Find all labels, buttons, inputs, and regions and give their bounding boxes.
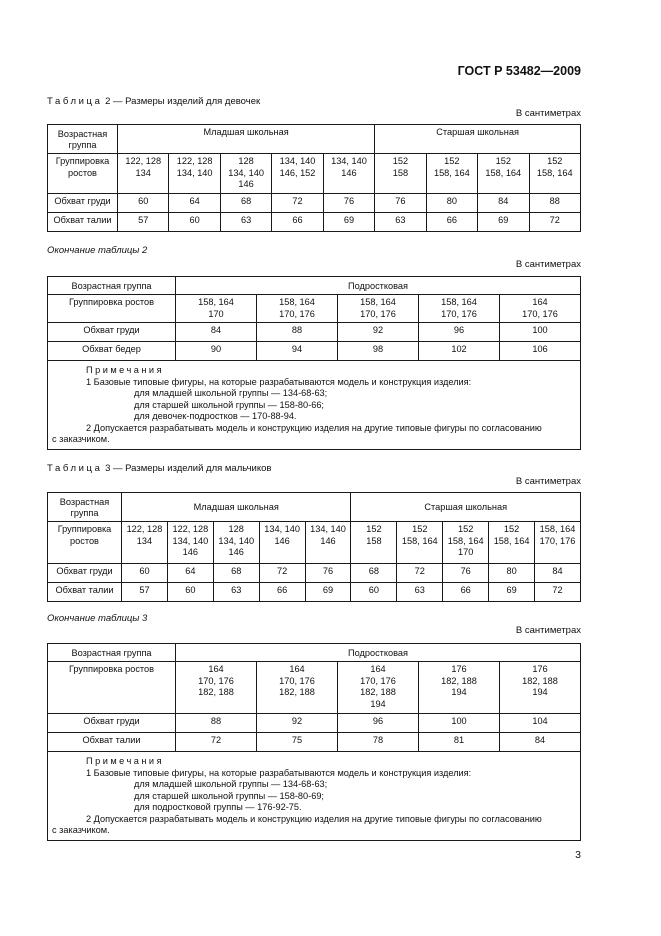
table-cell: 98 xyxy=(338,342,419,361)
table-row xyxy=(48,323,581,342)
table-row xyxy=(48,564,581,583)
table3-row-label: Группировка ростов xyxy=(48,522,122,564)
table-cell: 88 xyxy=(529,194,581,213)
table-cell: 69 xyxy=(323,213,374,232)
table-cell: 88 xyxy=(257,323,338,342)
height-group-cell xyxy=(305,522,351,564)
height-group-line: 158 xyxy=(392,167,409,178)
height-group-cell xyxy=(338,662,419,714)
table-cell: 57 xyxy=(122,583,168,602)
table3-group-label: Возрастная группа xyxy=(48,493,122,522)
height-group-cell xyxy=(500,662,581,714)
table3-caption xyxy=(47,463,271,474)
height-group-line: 146, 152 xyxy=(279,167,316,178)
table3-senior-header: Старшая школьная xyxy=(351,493,581,522)
height-group-line: 146 xyxy=(182,547,198,557)
table-cell: 68 xyxy=(220,194,271,213)
table-row xyxy=(48,714,581,733)
height-group-line: 170, 176 xyxy=(539,535,576,546)
table-cell: 66 xyxy=(443,583,489,602)
table-cell: 60 xyxy=(122,564,168,583)
note-line: для младшей школьной группы — 134-68-63; xyxy=(134,388,328,398)
table-cell: 69 xyxy=(478,213,529,232)
table-cell: 78 xyxy=(338,733,419,752)
height-group-line: 176 xyxy=(451,664,467,674)
height-group-line: 176 xyxy=(532,664,548,674)
height-group-cell xyxy=(535,522,581,564)
height-group-line: 164 xyxy=(370,664,386,674)
note-line: с заказчиком. xyxy=(52,825,110,835)
height-group-line: 134, 140 xyxy=(218,535,255,546)
table-cell: 69 xyxy=(489,583,535,602)
table-cell: 68 xyxy=(213,564,259,583)
height-group-line: 134, 140 xyxy=(228,167,264,178)
table3-end-caption: Окончание таблицы 3 xyxy=(47,613,148,624)
height-group-line: 152 xyxy=(366,524,382,534)
table-cell: 102 xyxy=(419,342,500,361)
height-group-cell xyxy=(338,295,419,323)
table2-end-teen-header: Подростковая xyxy=(176,277,581,295)
height-group-line: 122, 128 xyxy=(126,524,163,534)
table-cell: 60 xyxy=(351,583,397,602)
table2-end-sizes-row xyxy=(48,295,581,323)
height-group-line: 152 xyxy=(503,524,520,534)
document-id: ГОСТ Р 53482—2009 xyxy=(457,64,581,78)
height-group-line: 158, 164 xyxy=(485,167,522,178)
table-cell: 106 xyxy=(500,342,581,361)
height-group-cell xyxy=(375,154,426,194)
height-group-line: 146 xyxy=(228,547,244,557)
height-group-cell xyxy=(419,662,500,714)
table-row xyxy=(48,583,581,602)
height-group-cell xyxy=(213,522,259,564)
height-group-line: 158, 164 xyxy=(433,167,470,178)
table-row-label: Обхват груди xyxy=(48,194,118,213)
height-group-line: 134 xyxy=(136,535,153,546)
height-group-line: 170, 176 xyxy=(522,308,558,319)
height-group-cell xyxy=(397,522,443,564)
height-group-cell xyxy=(257,295,338,323)
height-group-line: 158, 164 xyxy=(360,297,396,307)
table-cell: 72 xyxy=(259,564,305,583)
table-cell: 72 xyxy=(176,733,257,752)
table-cell: 63 xyxy=(397,583,443,602)
table-cell: 60 xyxy=(169,213,220,232)
height-group-line: 152 xyxy=(392,156,409,166)
table2-group-label: Возрастная группа xyxy=(48,125,118,154)
height-group-line: 170, 176 xyxy=(279,308,315,319)
table2-end-row-label: Группировка ростов xyxy=(48,295,176,323)
table-cell: 66 xyxy=(426,213,477,232)
table-cell: 72 xyxy=(272,194,323,213)
height-group-cell xyxy=(176,662,257,714)
height-group-line: 146 xyxy=(320,535,336,546)
table-cell: 92 xyxy=(257,714,338,733)
height-group-line: 194 xyxy=(532,687,548,697)
height-group-line: 170, 176 xyxy=(198,675,234,686)
height-group-cell xyxy=(489,522,535,564)
height-group-line: 152 xyxy=(547,156,563,166)
height-group-line: 158, 164 xyxy=(536,167,573,178)
table2-row-label: Группировка ростов xyxy=(48,154,118,194)
height-group-line: 164 xyxy=(532,297,548,307)
table-cell: 60 xyxy=(118,194,169,213)
height-group-line: 152 xyxy=(495,156,511,166)
table-row-label: Обхват груди xyxy=(48,564,122,583)
height-group-line: 170, 176 xyxy=(360,308,396,319)
table-cell: 68 xyxy=(351,564,397,583)
table-row-label: Обхват талии xyxy=(48,213,118,232)
height-group-line: 152 xyxy=(458,524,474,534)
height-group-cell xyxy=(443,522,489,564)
table-row-label: Обхват груди xyxy=(48,714,176,733)
table2-notes xyxy=(48,361,581,450)
height-group-cell xyxy=(351,522,397,564)
height-group-cell xyxy=(220,154,271,194)
table-cell: 76 xyxy=(443,564,489,583)
height-group-line: 128 xyxy=(228,524,244,534)
height-group-cell xyxy=(419,295,500,323)
height-group-line: 158, 164 xyxy=(493,535,530,546)
height-group-line: 146 xyxy=(238,179,254,189)
note-line: 1 Базовые типовые фигуры, на которые разрабатываются модель и конструкция изделия: xyxy=(86,376,472,387)
height-group-line: 122, 128 xyxy=(125,156,162,166)
height-group-cell xyxy=(176,295,257,323)
table2-caption-text: 2 — Размеры изделий для девочек xyxy=(105,96,261,107)
height-group-line: 158, 164 xyxy=(539,524,576,534)
table2-sizes-row xyxy=(48,154,581,194)
height-group-cell xyxy=(167,522,213,564)
table2-junior-header: Младшая школьная xyxy=(118,125,375,154)
table-cell: 104 xyxy=(500,714,581,733)
table-cell: 94 xyxy=(257,342,338,361)
height-group-line: 158 xyxy=(366,535,382,546)
table-row-label: Обхват талии xyxy=(48,733,176,752)
table-cell: 84 xyxy=(535,564,581,583)
note-line: для старшей школьной группы — 158-80-69; xyxy=(134,790,324,801)
table3 xyxy=(47,492,581,602)
height-group-line: 146 xyxy=(341,167,357,178)
table3-end xyxy=(47,643,581,841)
height-group-line: 146 xyxy=(274,535,290,546)
table-cell: 64 xyxy=(167,564,213,583)
height-group-line: 182, 188 xyxy=(198,687,234,697)
table2-end-caption: Окончание таблицы 2 xyxy=(47,245,148,256)
table-row xyxy=(48,194,581,213)
table3-caption-word: Таблица xyxy=(47,463,103,474)
table-cell: 76 xyxy=(323,194,374,213)
table-cell: 72 xyxy=(535,583,581,602)
height-group-line: 134, 140 xyxy=(176,167,213,178)
height-group-cell xyxy=(118,154,169,194)
height-group-line: 152 xyxy=(412,524,428,534)
table3-sizes-row xyxy=(48,522,581,564)
note-line: с заказчиком. xyxy=(52,434,110,444)
table-cell: 75 xyxy=(257,733,338,752)
table-cell: 72 xyxy=(529,213,581,232)
table-row xyxy=(48,342,581,361)
height-group-line: 164 xyxy=(289,664,305,674)
height-group-line: 122, 128 xyxy=(172,524,209,534)
height-group-line: 134, 140 xyxy=(310,524,346,534)
table-cell: 96 xyxy=(338,714,419,733)
height-group-line: 158, 164 xyxy=(279,297,315,307)
height-group-line: 134, 140 xyxy=(264,524,300,534)
table-cell: 84 xyxy=(500,733,581,752)
height-group-cell xyxy=(500,295,581,323)
height-group-line: 164 xyxy=(208,664,224,674)
table2-end xyxy=(47,276,581,450)
note-line: для младшей школьной группы — 134-68-63; xyxy=(134,779,328,789)
table-cell: 81 xyxy=(419,733,500,752)
table2-end-group-label: Возрастная группа xyxy=(48,277,176,295)
height-group-cell xyxy=(257,662,338,714)
height-group-cell xyxy=(122,522,168,564)
table-cell: 72 xyxy=(397,564,443,583)
table-cell: 96 xyxy=(419,323,500,342)
table-cell: 88 xyxy=(176,714,257,733)
height-group-cell xyxy=(169,154,220,194)
table3-junior-header: Младшая школьная xyxy=(122,493,351,522)
table3-end-group-label: Возрастная группа xyxy=(48,644,176,662)
table-cell: 84 xyxy=(478,194,529,213)
table3-end-sizes-row xyxy=(48,662,581,714)
height-group-line: 170 xyxy=(458,547,474,557)
note-line: 1 Базовые типовые фигуры, на которые разрабатываются модель и конструкция изделия: xyxy=(86,767,472,778)
height-group-cell xyxy=(259,522,305,564)
height-group-line: 134, 140 xyxy=(331,156,367,166)
height-group-line: 182, 188 xyxy=(441,675,477,686)
height-group-line: 128 xyxy=(238,156,254,166)
table-cell: 90 xyxy=(176,342,257,361)
height-group-cell xyxy=(426,154,477,194)
height-group-line: 134, 140 xyxy=(279,156,316,166)
table2-units: В сантиметрах xyxy=(515,108,581,119)
notes-heading: Примечания xyxy=(86,365,165,375)
table-cell: 57 xyxy=(118,213,169,232)
table2-caption xyxy=(47,96,260,107)
table-cell: 76 xyxy=(375,194,426,213)
note-line: для подростковой группы — 176-92-75. xyxy=(134,802,302,812)
table2-end-units: В сантиметрах xyxy=(515,259,581,270)
table3-end-teen-header: Подростковая xyxy=(176,644,581,662)
note-line: для старшей школьной группы — 158-80-66; xyxy=(134,399,324,410)
height-group-line: 158, 164 xyxy=(447,535,484,546)
height-group-line: 134, 140 xyxy=(172,535,209,546)
table-cell: 63 xyxy=(375,213,426,232)
table3-caption-text: 3 — Размеры изделий для мальчиков xyxy=(105,463,272,474)
table-row xyxy=(48,733,581,752)
table-row-label: Обхват талии xyxy=(48,583,122,602)
height-group-line: 158, 164 xyxy=(401,535,438,546)
height-group-line: 194 xyxy=(451,687,467,697)
table-cell: 80 xyxy=(489,564,535,583)
table-row xyxy=(48,213,581,232)
height-group-line: 182, 188 xyxy=(360,687,396,697)
table-row-label: Обхват бедер xyxy=(48,342,176,361)
note-line: 2 Допускается разрабатывать модель и конструкцию изделия на другие типовые фигуры по согласованию xyxy=(86,422,542,433)
height-group-line: 170, 176 xyxy=(360,675,396,686)
page-number: 3 xyxy=(575,849,581,861)
table3-notes xyxy=(48,752,581,841)
height-group-line: 194 xyxy=(370,698,386,709)
height-group-line: 122, 128 xyxy=(176,156,213,166)
height-group-line: 134 xyxy=(135,167,151,178)
notes-heading: Примечания xyxy=(86,756,165,766)
table-cell: 100 xyxy=(500,323,581,342)
table-cell: 80 xyxy=(426,194,477,213)
table2 xyxy=(47,124,581,232)
table2-caption-word: Таблица xyxy=(47,96,103,107)
table-cell: 69 xyxy=(305,583,351,602)
height-group-line: 170, 176 xyxy=(279,675,315,686)
note-line: для девочек-подростков — 170-88-94. xyxy=(134,411,297,421)
height-group-cell xyxy=(529,154,581,194)
height-group-line: 182, 188 xyxy=(279,687,315,697)
height-group-cell xyxy=(272,154,323,194)
table3-units: В сантиметрах xyxy=(515,476,581,487)
table-cell: 76 xyxy=(305,564,351,583)
note-line: 2 Допускается разрабатывать модель и конструкцию изделия на другие типовые фигуры по согласованию xyxy=(86,813,542,824)
table3-end-units: В сантиметрах xyxy=(515,625,581,636)
height-group-line: 170, 176 xyxy=(441,308,477,319)
height-group-cell xyxy=(478,154,529,194)
table-cell: 92 xyxy=(338,323,419,342)
height-group-line: 158, 164 xyxy=(441,297,477,307)
height-group-line: 170 xyxy=(208,308,224,319)
table-cell: 84 xyxy=(176,323,257,342)
table-cell: 63 xyxy=(220,213,271,232)
table-row-label: Обхват груди xyxy=(48,323,176,342)
table-cell: 63 xyxy=(213,583,259,602)
table-cell: 66 xyxy=(259,583,305,602)
table-cell: 64 xyxy=(169,194,220,213)
height-group-line: 152 xyxy=(444,156,460,166)
table3-end-row-label: Группировка ростов xyxy=(48,662,176,714)
table2-senior-header: Старшая школьная xyxy=(375,125,581,154)
height-group-line: 182, 188 xyxy=(522,675,558,686)
table-cell: 66 xyxy=(272,213,323,232)
table-cell: 60 xyxy=(167,583,213,602)
height-group-cell xyxy=(323,154,374,194)
height-group-line: 158, 164 xyxy=(198,297,234,307)
table-cell: 100 xyxy=(419,714,500,733)
